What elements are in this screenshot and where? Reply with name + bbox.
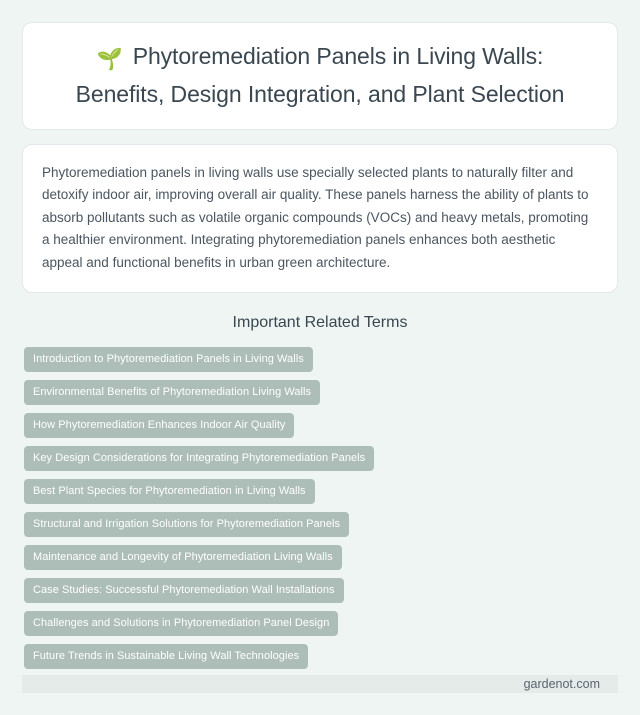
related-term-item[interactable]: Maintenance and Longevity of Phytoremediation Living Walls bbox=[24, 545, 342, 570]
related-terms-list bbox=[22, 347, 618, 669]
related-term-item[interactable]: Best Plant Species for Phytoremediation in Living Walls bbox=[24, 479, 315, 504]
related-term-item[interactable]: Structural and Irrigation Solutions for Phytoremediation Panels bbox=[24, 512, 349, 537]
related-terms-section bbox=[22, 313, 618, 669]
related-term-item[interactable]: Challenges and Solutions in Phytoremediation Panel Design bbox=[24, 611, 338, 636]
related-term-item[interactable]: Future Trends in Sustainable Living Wall Technologies bbox=[24, 644, 308, 669]
page-title-text-1: Phytoremediation Panels in Living Walls: bbox=[132, 43, 544, 69]
title-card bbox=[22, 22, 618, 130]
related-term-item[interactable]: Case Studies: Successful Phytoremediation Wall Installations bbox=[24, 578, 344, 603]
related-term-item[interactable]: Introduction to Phytoremediation Panels in Living Walls bbox=[24, 347, 313, 372]
page-title-line-1 bbox=[43, 39, 597, 77]
related-term-item[interactable]: How Phytoremediation Enhances Indoor Air Quality bbox=[24, 413, 294, 438]
description-text: Phytoremediation panels in living walls use specially selected plants to naturally filter and detoxify indoor air, improving overall air quality. These panels harness the ability of plants to absorb pollutants such as volatile organic compounds (VOCs) and heavy metals, promoting a healthier environment. Integrating phytoremediation panels enhances both aesthetic appeal and functional benefits in urban green architecture. bbox=[42, 165, 589, 270]
page-title-line-2: Benefits, Design Integration, and Plant Selection bbox=[75, 81, 565, 107]
related-terms-heading: Important Related Terms bbox=[232, 314, 408, 332]
footer-bar bbox=[22, 675, 618, 693]
description-card bbox=[22, 144, 618, 293]
footer-site-name: gardenot.com bbox=[523, 677, 600, 692]
related-term-item[interactable]: Environmental Benefits of Phytoremediation Living Walls bbox=[24, 380, 320, 405]
related-term-item[interactable]: Key Design Considerations for Integrating Phytoremediation Panels bbox=[24, 446, 374, 471]
seedling-icon: 🌱 bbox=[96, 48, 123, 71]
